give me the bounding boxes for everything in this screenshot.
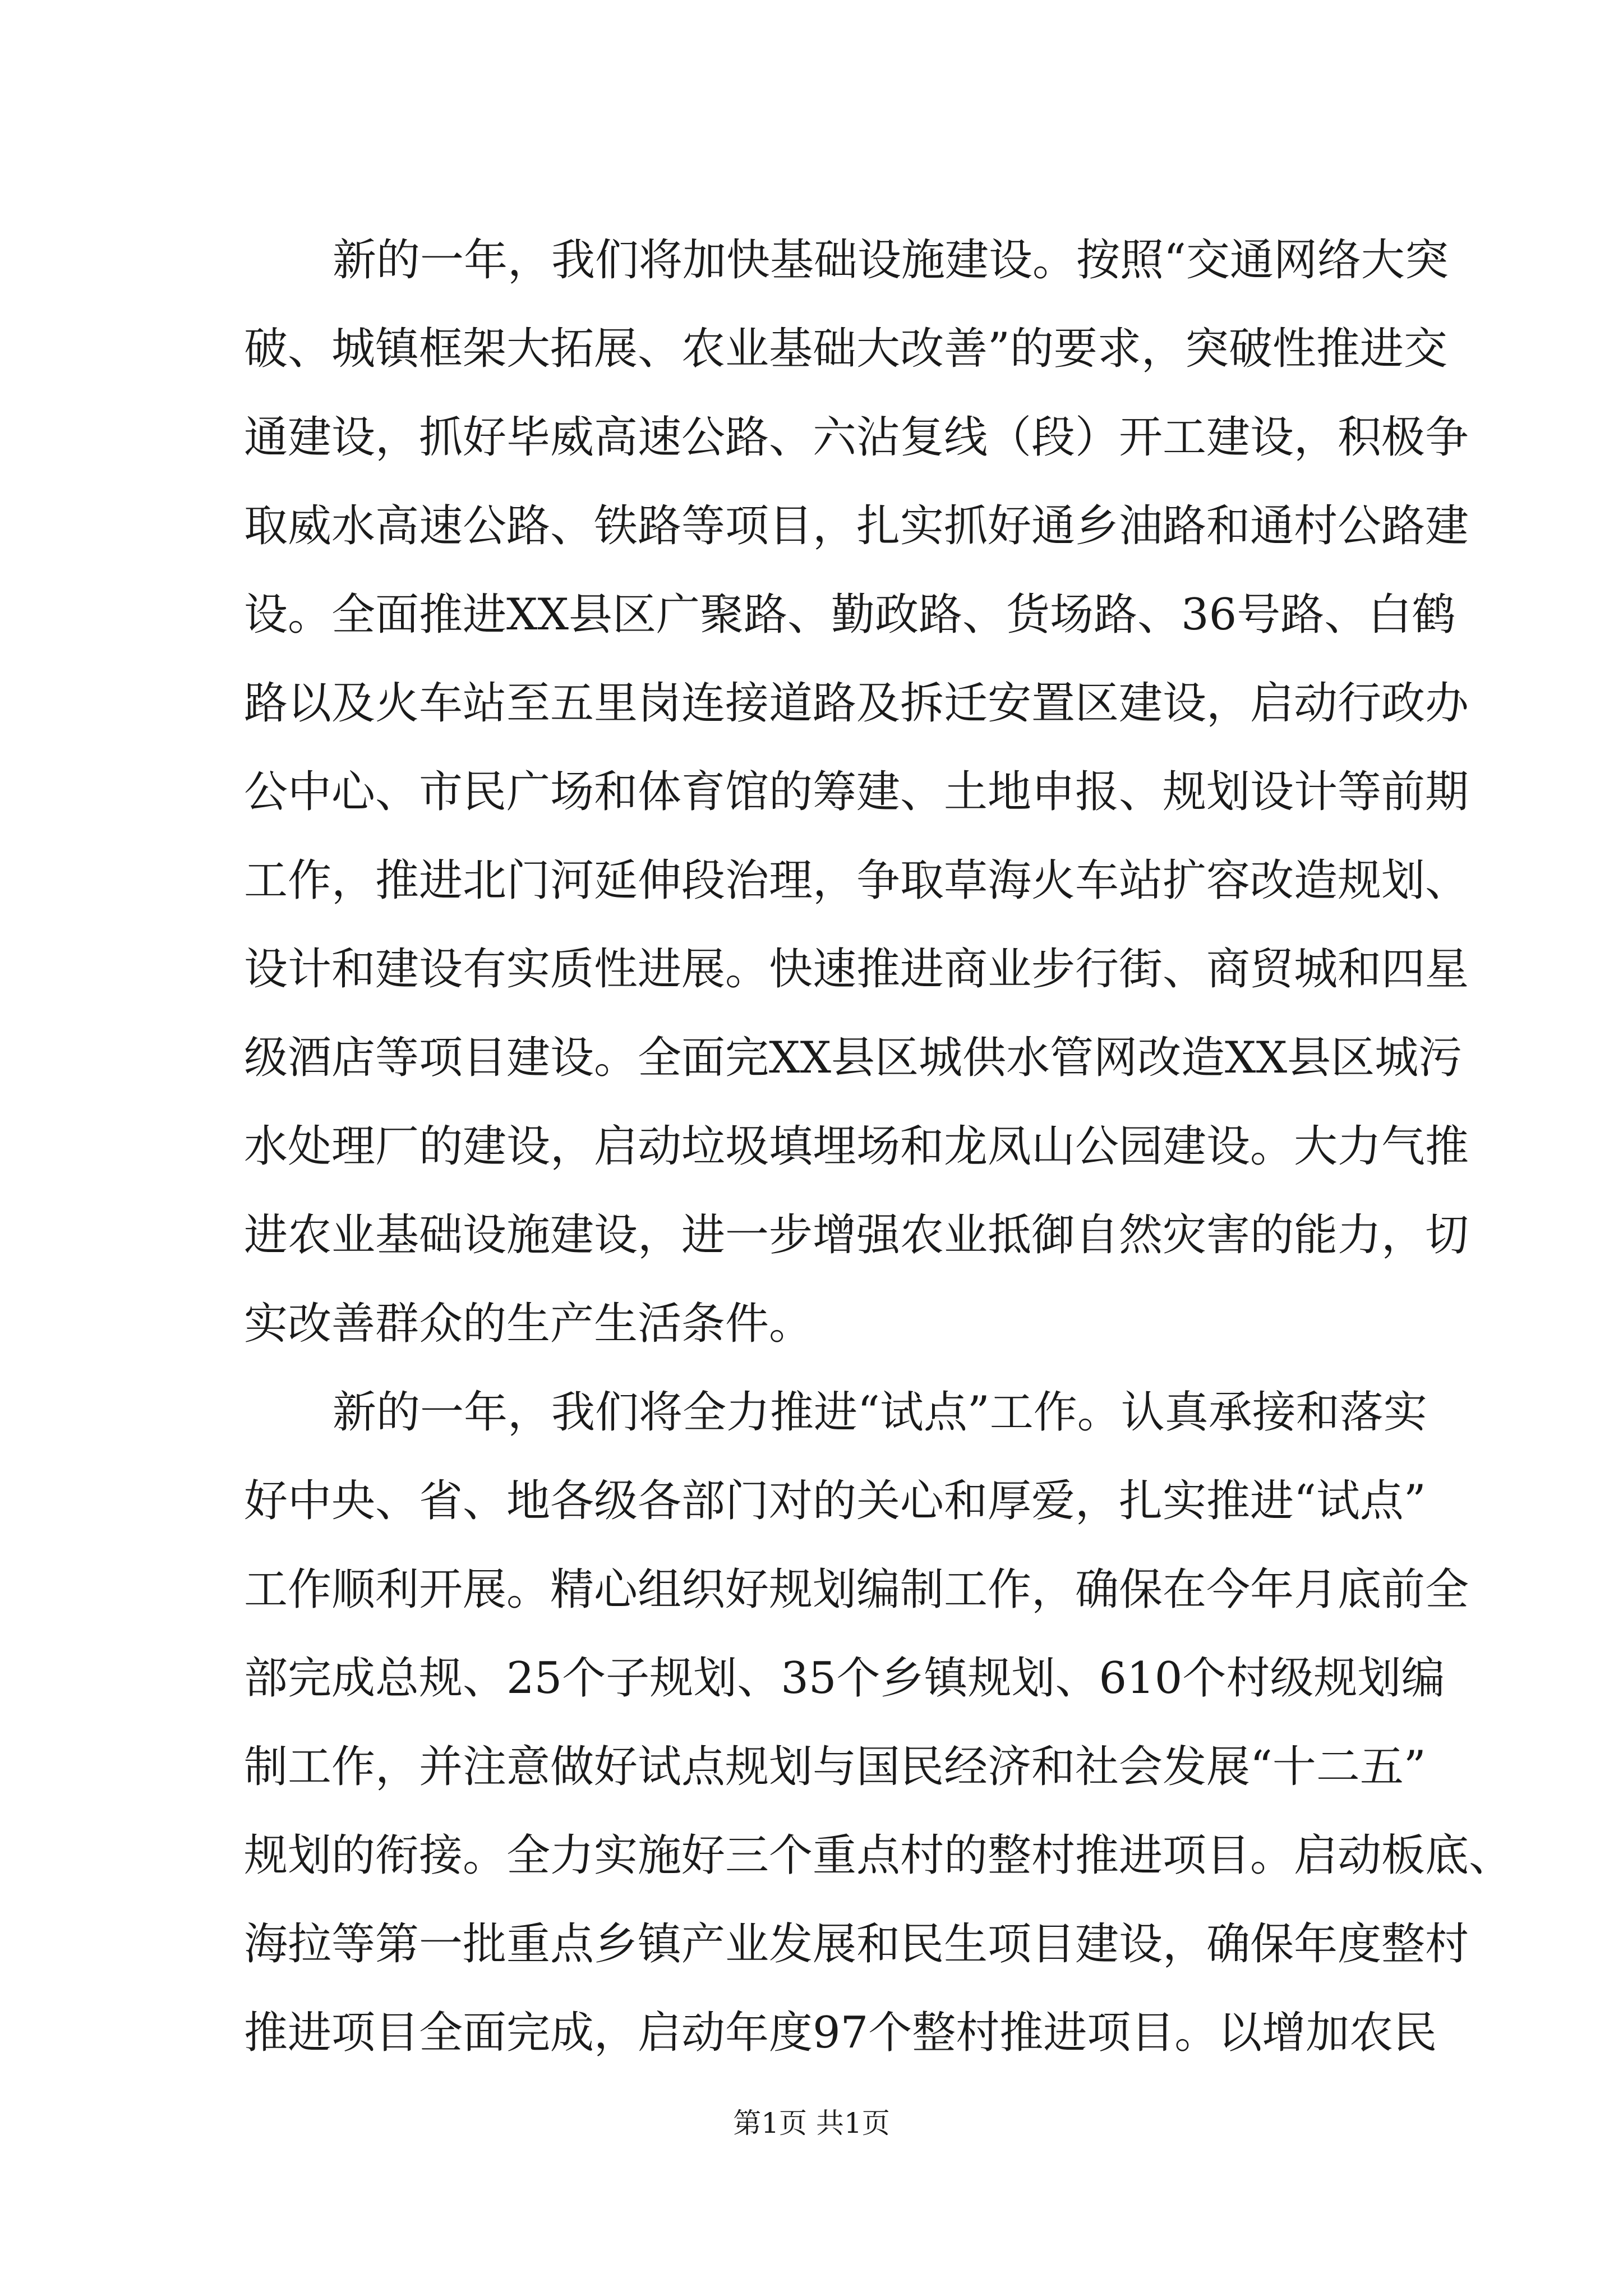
paragraph-2-line-2: 好中央、省、地各级各部门对的关心和厚爱，扎实推进“试点” [244,1476,1426,1526]
paragraph-1-line-6: 路以及火车站至五里岗连接道路及拆迁安置区建设，启动行政办 [244,678,1469,729]
page-footer: 第1页 共1页 [733,2107,890,2139]
document-body [244,216,1513,2077]
paragraph-2-line-5: 制工作，并注意做好试点规划与国民经济和社会发展“十二五” [244,1742,1426,1792]
paragraph-1-line-7: 公中心、市民广场和体育馆的筹建、土地申报、规划设计等前期 [244,767,1469,817]
paragraph-1-line-5: 设。全面推进XX县区广聚路、勤政路、货场路、36号路、白鹤 [244,590,1456,640]
paragraph-1-line-10: 级酒店等项目建设。全面完XX县区城供水管网改造XX县区城污 [244,1033,1463,1083]
paragraph-2-line-3: 工作顺利开展。精心组织好规划编制工作，确保在今年月底前全 [244,1565,1469,1615]
paragraph-2-line-6: 规划的衔接。全力实施好三个重点村的整村推进项目。启动板底、 [244,1830,1513,1881]
paragraph-1-line-2: 破、城镇框架大拓展、农业基础大改善”的要求，突破性推进交 [244,324,1447,374]
paragraph-1-line-8: 工作，推进北门河延伸段治理，争取草海火车站扩容改造规划、 [244,855,1469,906]
paragraph-2-line-8: 推进项目全面完成，启动年度97个整村推进项目。以增加农民 [244,2008,1437,2058]
paragraph-1-line-4: 取威水高速公路、铁路等项目，扎实抓好通乡油路和通村公路建 [244,501,1469,551]
paragraph-1-line-1: 新的一年，我们将加快基础设施建设。按照“交通网络大突 [333,235,1449,286]
paragraph-2-line-7: 海拉等第一批重点乡镇产业发展和民生项目建设，确保年度整村 [244,1919,1469,1970]
paragraph-1-line-3: 通建设，抓好毕威高速公路、六沾复线（段）开工建设，积极争 [244,412,1469,463]
paragraph-1-line-11: 水处理厂的建设，启动垃圾填埋场和龙凤山公园建设。大力气推 [244,1121,1469,1172]
paragraph-1-line-13: 实改善群众的生产生活条件。 [244,1299,813,1349]
paragraph-1-line-12: 进农业基础设施建设，进一步增强农业抵御自然灾害的能力，切 [244,1210,1469,1260]
paragraph-1-line-9: 设计和建设有实质性进展。快速推进商业步行街、商贸城和四星 [244,944,1469,995]
paragraph-2-line-1: 新的一年，我们将全力推进“试点”工作。认真承接和落实 [333,1387,1427,1438]
paragraph-2-line-4: 部完成总规、25个子规划、35个乡镇规划、610个村级规划编 [244,1653,1445,1704]
